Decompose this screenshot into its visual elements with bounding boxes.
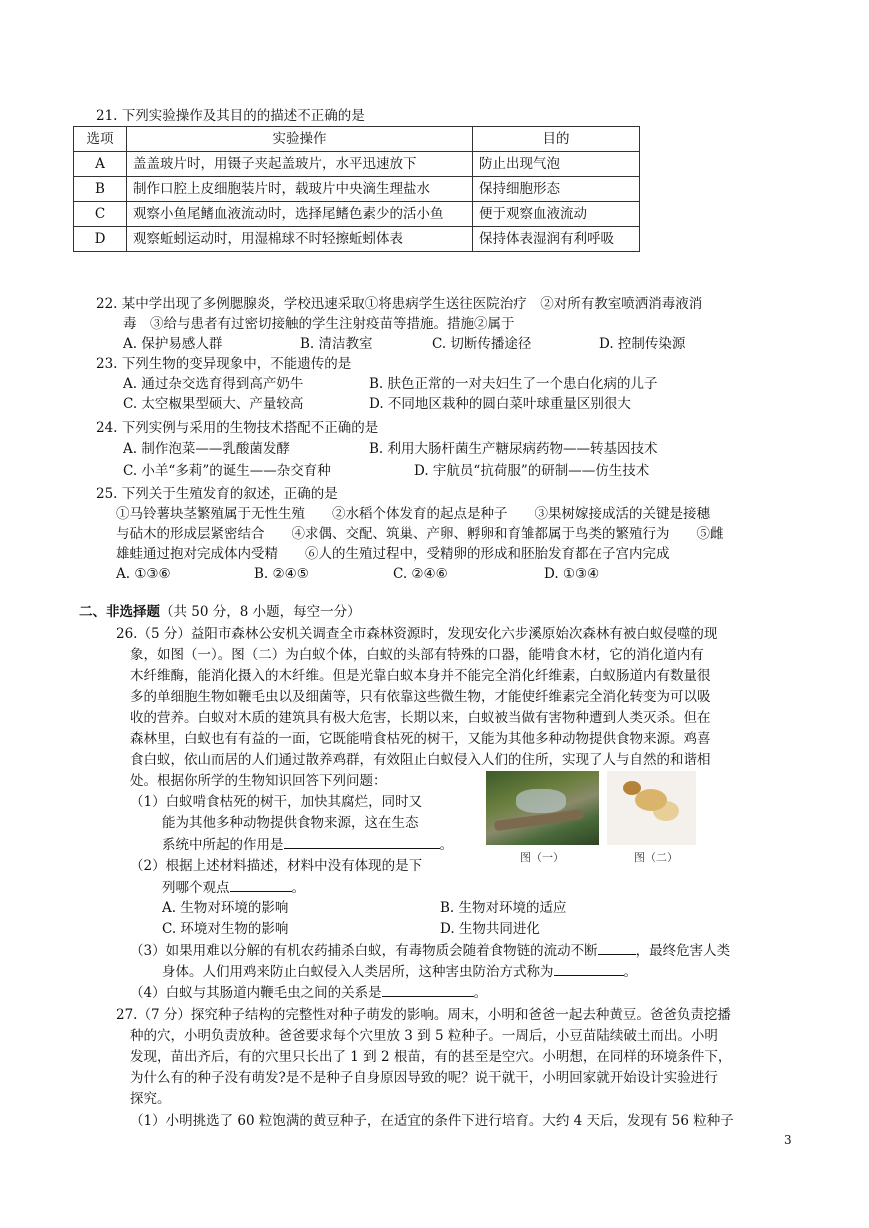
- row-option: C: [74, 202, 127, 227]
- q26-p1-line2: 能为其他多种动物提供食物来源，这在生态: [162, 815, 419, 831]
- q24-option-b: B. 利用大肠杆菌生产糖尿病药物——转基因技术: [369, 441, 658, 457]
- q26-p3-text-b: ，最终危害人类: [635, 943, 731, 959]
- answer-blank[interactable]: [598, 940, 636, 955]
- q26-line: 森林里，白蚁也有有益的一面，它既能啃食枯死的树干，又能为其他多种动物提供食物来源。鸡喜: [130, 731, 711, 747]
- q24-option-a: A. 制作泡菜——乳酸菌发酵: [123, 441, 290, 457]
- q26-line: 食白蚁，依山而居的人们通过散养鸡群，有效阻止白蚁侵入人们的住所，实现了人与自然的和谐相: [130, 752, 711, 768]
- q26-p1-text: 系统中所起的作用是: [162, 837, 284, 853]
- row-operation: 盖盖玻片时，用镊子夹起盖玻片，水平迅速放下: [127, 152, 473, 177]
- q25-option-a: A. ①③⑥: [116, 566, 171, 582]
- q26-line: 26.（5 分）益阳市森林公安机关调查全市森林资源时，发现安化六步溪原始次森林有被白蚁侵噬的现: [116, 626, 718, 642]
- q26-line: 木纤维酶，能消化摄入的木纤维。但是光靠白蚁本身并不能完全消化纤维素，白蚁肠道内有数量很: [130, 668, 711, 684]
- row-option: B: [74, 177, 127, 202]
- q23-stem: 23. 下列生物的变异现象中，不能遗传的是: [96, 356, 352, 372]
- q27-line: 探究。: [130, 1091, 171, 1107]
- q26-line: 象，如图（一）。图（二）为白蚁个体，白蚁的头部有特殊的口器，能啃食木材，它的消化道内有: [130, 647, 704, 663]
- q26-p1-line1: （1）白蚁啃食枯死的树干，加快其腐烂，同时又: [130, 794, 423, 810]
- answer-blank[interactable]: [382, 982, 474, 997]
- q22-option-c: C. 切断传播途径: [432, 336, 532, 352]
- row-purpose: 便于观察血液流动: [473, 202, 640, 227]
- q22-option-b: B. 清洁教室: [300, 336, 373, 352]
- forest-stream-photo: [486, 771, 599, 845]
- q26-p3-line2: [162, 961, 637, 982]
- row-operation: 制作口腔上皮细胞装片时，载玻片中央滴生理盐水: [127, 177, 473, 202]
- q26-p1-line3: [162, 834, 453, 855]
- q27-line: 种的穴，小明负责放种。爸爸要求每个穴里放 3 到 5 粒种子。一周后，小豆苗陆续破土而出。小明: [130, 1028, 718, 1044]
- header-option: 选项: [74, 127, 127, 152]
- q26-line: 多的单细胞生物如鞭毛虫以及细菌等，只有依靠这些微生物，才能使纤维素完全消化转变为可以吸: [130, 689, 711, 705]
- figure-1-caption: 图（一）: [520, 851, 564, 864]
- row-operation: 观察小鱼尾鳍血液流动时，选择尾鳍色素少的活小鱼: [127, 202, 473, 227]
- q23-option-d: D. 不同地区栽种的圆白菜叶球重量区别很大: [369, 396, 631, 412]
- table-row: [74, 152, 640, 177]
- q22-line1: 22. 某中学出现了多例腮腺炎，学校迅速采取①将患病学生送往医院治疗 ②对所有教室喷洒消毒液消: [96, 296, 703, 312]
- q27-line: 发现，苗出齐后，有的穴里只长出了 1 到 2 根苗，有的甚至是空穴。小明想，在同样的环境条件下，: [130, 1049, 732, 1065]
- q27-line: 27.（7 分）探究种子结构的完整性对种子萌发的影响。周末，小明和爸爸一起去种黄豆。爸爸负责挖播: [116, 1007, 731, 1023]
- row-option: D: [74, 227, 127, 252]
- q22-line2: 毒 ③给与患者有过密切接触的学生注射疫苗等措施。措施②属于: [123, 316, 515, 332]
- q23-option-a: A. 通过杂交选育得到高产奶牛: [123, 376, 304, 392]
- answer-blank[interactable]: [284, 834, 440, 849]
- q27-p1: （1）小明挑选了 60 粒饱满的黄豆种子，在适宜的条件下进行培育。大约 4 天后，发现有 56 粒种子: [130, 1113, 734, 1129]
- q26-figures: [486, 771, 696, 869]
- q25-stem: 25. 下列关于生殖发育的叙述，正确的是: [96, 486, 338, 502]
- q23-option-b: B. 肤色正常的一对夫妇生了一个患白化病的儿子: [369, 376, 658, 392]
- q26-p3-text-d: 。: [623, 964, 637, 980]
- q26-p2-text: 列哪个观点: [162, 880, 230, 896]
- q26-p1-end: 。: [439, 837, 453, 853]
- section-heading: [79, 602, 361, 622]
- page-number: 3: [784, 1133, 792, 1147]
- row-purpose: 防止出现气泡: [473, 152, 640, 177]
- q26-p3-text-a: （3）如果用难以分解的有机农药捕杀白蚁，有毒物质会随着食物链的流动不断: [130, 943, 598, 959]
- termite-head: [623, 781, 641, 795]
- q26-p4-end: 。: [473, 985, 488, 1001]
- q26-line: 收的营养。白蚁对木质的建筑具有极大危害，长期以来，白蚁被当做有害物种遭到人类灭杀。但在: [130, 710, 711, 726]
- answer-blank[interactable]: [230, 877, 292, 892]
- row-purpose: 保持体表湿润有利呼吸: [473, 227, 640, 252]
- row-operation: 观察蚯蚓运动时，用湿棉球不时轻擦蚯蚓体表: [127, 227, 473, 252]
- q25-option-b: B. ②④⑤: [254, 566, 309, 582]
- q25-option-d: D. ①③④: [544, 566, 600, 582]
- termite-thorax: [635, 789, 667, 811]
- stream-water: [516, 789, 566, 813]
- q26-p2-line1: （2）根据上述材料描述，材料中没有体现的是下: [130, 858, 423, 874]
- q25-option-c: C. ②④⑥: [393, 566, 448, 582]
- q25-line3: 雄蛙通过抱对完成体内受精 ⑥人的生殖过程中，受精卵的形成和胚胎发育都在子宫内完成: [116, 546, 670, 562]
- q25-line1: ①马铃薯块茎繁殖属于无性生殖 ②水稻个体发育的起点是种子 ③果树嫁接成活的关键是接穗: [116, 506, 710, 522]
- q25-line2: 与砧木的形成层紧密结合 ④求偶、交配、筑巢、产卵、孵卵和育雏都属于鸟类的繁殖行为 ⑤雌: [116, 526, 724, 542]
- header-operation: 实验操作: [127, 127, 473, 152]
- table-header-row: [74, 127, 640, 152]
- figure-2-caption: 图（二）: [634, 851, 678, 864]
- q26-p2-end: 。: [291, 880, 305, 896]
- q22-option-d: D. 控制传染源: [599, 336, 686, 352]
- q26-p4: [130, 982, 487, 1003]
- q26-p3-line1: [130, 940, 730, 961]
- answer-blank[interactable]: [554, 961, 624, 976]
- q21-stem: 21. 下列实验操作及其目的的描述不正确的是: [96, 108, 365, 124]
- q24-stem: 24. 下列实例与采用的生物技术搭配不正确的是: [96, 420, 379, 436]
- q24-option-c: C. 小羊“多莉”的诞生——杂交育种: [123, 463, 331, 479]
- table-row: [74, 227, 640, 252]
- section-note: （共 50 分，8 小题，每空一分）: [160, 604, 361, 620]
- q26-p2-option-d: D. 生物共同进化: [440, 921, 540, 937]
- q21-table: [73, 126, 640, 252]
- row-purpose: 保持细胞形态: [473, 177, 640, 202]
- header-purpose: 目的: [473, 127, 640, 152]
- q26-p2-option-c: C. 环境对生物的影响: [162, 921, 289, 937]
- q24-option-d: D. 宇航员“抗荷服”的研制——仿生技术: [414, 463, 650, 479]
- table-row: [74, 202, 640, 227]
- q23-option-c: C. 太空椒果型硕大、产量较高: [123, 396, 304, 412]
- q22-option-a: A. 保护易感人群: [123, 336, 223, 352]
- q26-p2-option-b: B. 生物对环境的适应: [440, 900, 567, 916]
- q26-p3-text-c: 身体。人们用鸡来防止白蚁侵入人类居所，这种害虫防治方式称为: [162, 964, 554, 980]
- q26-p2-option-a: A. 生物对环境的影响: [162, 900, 289, 916]
- q27-line: 为什么有的种子没有萌发?是不是种子自身原因导致的呢？说干就干，小明回家就开始设计实验进行: [130, 1070, 718, 1086]
- q26-p4-text: （4）白蚁与其肠道内鞭毛虫之间的关系是: [130, 985, 382, 1001]
- termite-photo: [607, 771, 696, 845]
- section-title: 二、非选择题: [79, 604, 160, 620]
- q26-p2-line2: [162, 877, 305, 898]
- q26-line: 处。根据你所学的生物知识回答下列问题：: [130, 773, 387, 789]
- table-row: [74, 177, 640, 202]
- row-option: A: [74, 152, 127, 177]
